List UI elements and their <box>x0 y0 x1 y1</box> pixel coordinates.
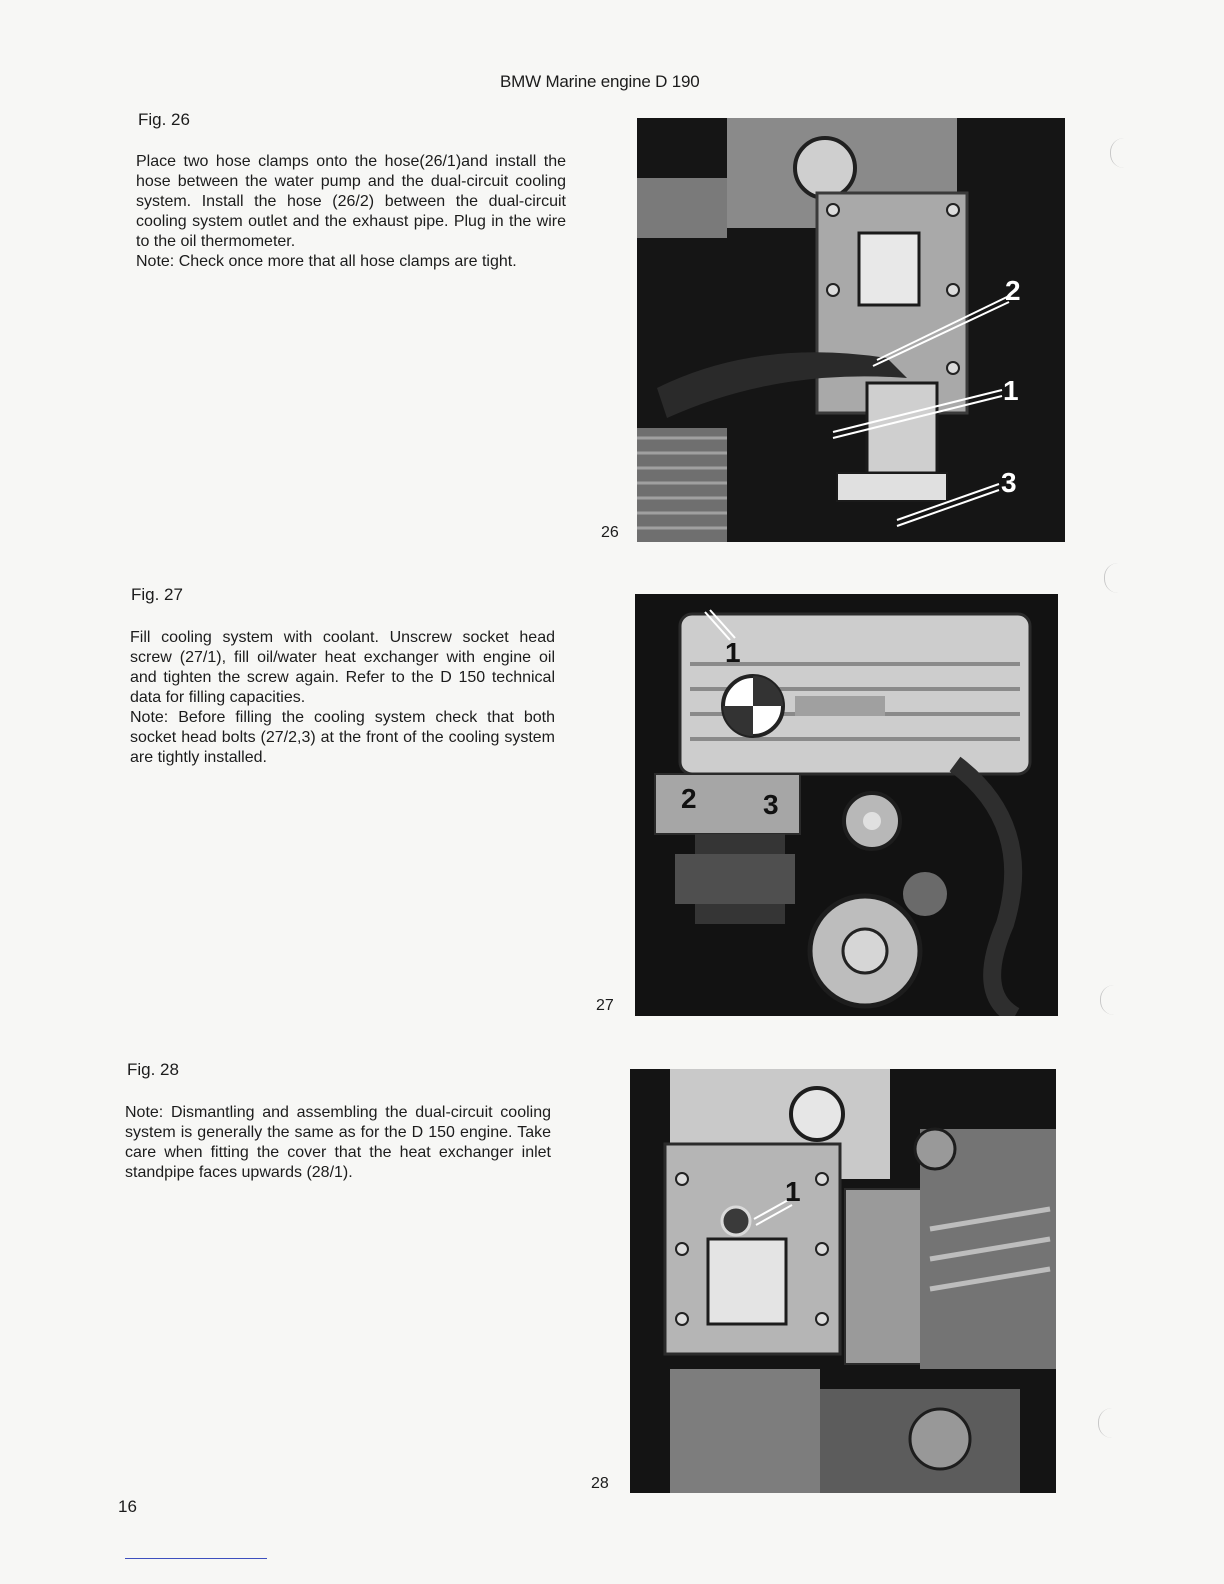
figure-26-paragraph-1: Place two hose clamps onto the hose(26/1)and install the hose between the water pump and the dual-circuit cooling system. Install the hose (26/2) between the dual-circuit cooling system outlet and the exhaust pipe. Plug in the wire to the oil thermometer. <box>136 153 566 250</box>
engine-photo-28 <box>630 1069 1056 1493</box>
figure-26-label: Fig. 26 <box>138 110 190 129</box>
figure-27-photo <box>635 594 1058 1016</box>
figure-26-photo-number: 26 <box>601 524 619 541</box>
figure-27-text <box>130 628 555 768</box>
figure-26-callout-3: 3 <box>1001 467 1017 498</box>
figure-27-note: Note: Before filling the cooling system check that both socket head bolts (27/2,3) at the front of the cooling system are tightly installed. <box>130 709 555 766</box>
figure-26-callout-2: 2 <box>1005 275 1021 306</box>
figure-26-photo <box>637 118 1065 542</box>
footer-rule <box>125 1558 267 1559</box>
figure-28-photo <box>630 1069 1056 1493</box>
figure-27-callout-2: 2 <box>681 783 697 814</box>
figure-28-label: Fig. 28 <box>127 1060 179 1079</box>
figure-28-text <box>125 1103 551 1183</box>
figure-27-photo-number: 27 <box>596 997 614 1014</box>
figure-27-callout-1: 1 <box>725 637 741 668</box>
hole-punch-mark <box>1104 563 1119 593</box>
figure-26-callout-1: 1 <box>1003 375 1019 406</box>
hole-punch-mark <box>1098 1408 1113 1438</box>
figure-27-paragraph-1: Fill cooling system with coolant. Unscrew socket head screw (27/1), fill oil/water heat exchanger with engine oil and tighten the screw again. Refer to the D 150 technical data for filling capacities. <box>130 629 555 706</box>
figure-27-label: Fig. 27 <box>131 585 183 604</box>
page-number: 16 <box>118 1497 137 1516</box>
figure-27-callout-3: 3 <box>763 789 779 820</box>
figure-28-photo-number: 28 <box>591 1475 609 1492</box>
figure-28-callout-1: 1 <box>785 1176 801 1207</box>
figure-26-note: Note: Check once more that all hose clamps are tight. <box>136 253 517 270</box>
hole-punch-mark <box>1100 985 1115 1015</box>
hole-punch-mark <box>1110 138 1125 168</box>
page-header: BMW Marine engine D 190 <box>500 72 700 91</box>
figure-28-paragraph-1: Note: Dismantling and assembling the dual-circuit cooling system is generally the same as for the D 150 engine. Take care when fitting the cover that the heat exchanger inlet standpipe faces upwards (28/1). <box>125 1104 551 1181</box>
engine-photo-27 <box>635 594 1058 1016</box>
engine-photo-26 <box>637 118 1065 542</box>
figure-26-text <box>136 152 566 272</box>
